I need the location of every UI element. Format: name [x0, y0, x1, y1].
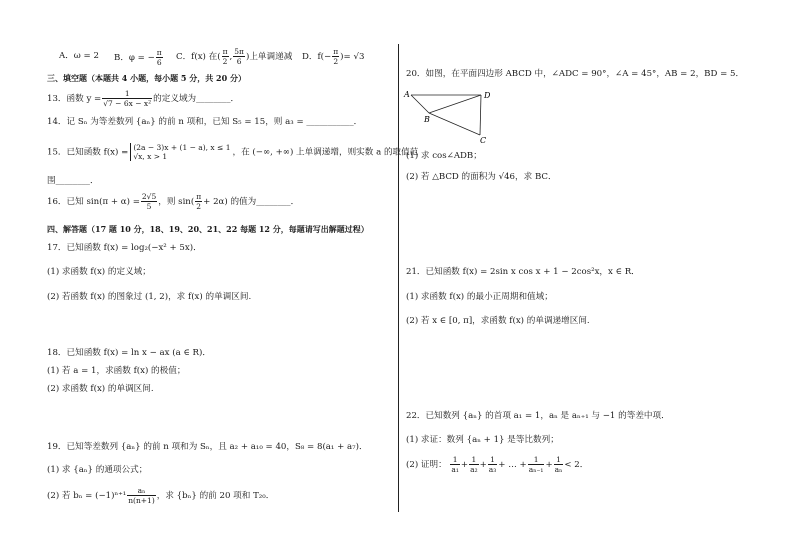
question-18-part-1: (1) 若 a = 1，求函数 f(x) 的极值；	[47, 366, 186, 376]
question-18: 18．已知函数 f(x) = ln x − ax (a ∈ R)．	[47, 348, 211, 358]
choice-c: C．f(x) 在( $\frac{\pi}{2}$ , $\frac{5\pi}{6}$ )上单调递减	[176, 47, 293, 66]
quadrilateral-diagram	[403, 85, 493, 145]
column-divider	[398, 44, 399, 512]
question-22-part-2: (2) 证明： $\frac{1}{\text{a₁}}$ + $\frac{1}{\text{a₂}}$ + $\frac{1}{\text{a₃}}$ + … + $\frac{1}{\text{aₙ₋₁}}$ + $\frac{1}{\text{aₙ}}$ < 2．	[406, 455, 589, 474]
section-fill-in-heading: 三、填空题（本题共 4 小题，每小题 5 分，共 20 分）	[47, 73, 246, 83]
vertex-label-d: D	[484, 91, 491, 100]
question-20-part-1: (1) 求 cos∠ADB；	[406, 151, 482, 161]
question-15: 15．已知函数 f(x) = (2a − 3)x + (1 − a), x ≤ 1 √x, x > 1 ，在 (−∞, +∞) 上单调递增，则实数 a 的取值范	[47, 143, 419, 161]
question-22: 22．已知数列 {aₙ} 的首项 a₁ = 1，aₙ 是 aₙ₊₁ 与 −1 的等差中项．	[406, 411, 670, 421]
edge-bd	[429, 95, 481, 113]
question-17-part-1: (1) 求函数 f(x) 的定义域；	[47, 267, 151, 277]
edge-bc	[429, 113, 480, 135]
question-22-part-1: (1) 求证：数列 {aₙ + 1} 是等比数列；	[406, 435, 559, 445]
choice-d: D．f(− $\frac{\pi}{2}$ )= √3	[302, 47, 365, 66]
question-17: 17．已知函数 f(x) = log₂(−x² + 5x)．	[47, 243, 202, 253]
question-21-part-2: (2) 若 x ∈ [0, π]，求函数 f(x) 的单调递增区间.	[406, 316, 590, 326]
choice-a: A．ω = 2	[59, 51, 99, 61]
question-21-part-1: (1) 求函数 f(x) 的最小正周期和值域；	[406, 292, 553, 302]
choice-b: B．φ = − $\frac{\pi}{6}$	[114, 48, 162, 67]
question-18-part-2: (2) 求函数 f(x) 的单调区间.	[47, 384, 154, 394]
edge-ab	[411, 95, 429, 113]
question-14: 14．记 Sₙ 为等差数列 {aₙ} 的前 n 项和，已知 S₅ = 15，则 a₃ = ___________．	[47, 117, 363, 127]
section-solution-heading: 四、解答题（17 题 10 分，18、19、20、21、22 每题 12 分，每题请写出解题过程）	[47, 224, 369, 234]
question-17-part-2: (2) 若函数 f(x) 的图象过 (1, 2)，求 f(x) 的单调区间.	[47, 292, 252, 302]
question-19: 19．已知等差数列 {aₙ} 的前 n 项和为 Sₙ，且 a₂ + a₁₀ = 40，S₈ = 8(a₁ + a₇)．	[47, 442, 368, 452]
question-13: 13．函数 y = $\frac{1}{\text{√7 − 6x − x²}}$ 的定义域为________．	[47, 89, 240, 108]
question-20-part-2: (2) 若 △BCD 的面积为 √46，求 BC．	[406, 172, 557, 182]
vertex-label-a: A	[404, 90, 410, 99]
question-20: 20．如图，在平面四边形 ABCD 中，∠ADC = 90°，∠A = 45°，AB = 2，BD = 5．	[406, 69, 745, 79]
question-19-part-1: (1) 求 {aₙ} 的通项公式；	[47, 465, 148, 475]
question-15-continued: 围________．	[47, 176, 99, 186]
vertex-label-c: C	[480, 136, 487, 145]
edge-dc	[480, 95, 481, 135]
question-19-part-2: (2) 若 bₙ = (−1)ⁿ⁺¹ $\frac{\text{aₙ}}{n(n+1)}$ ，求 {bₙ} 的前 20 项和 T₂₀．	[47, 486, 275, 505]
question-21: 21．已知函数 f(x) = 2sin x cos x + 1 − 2cos²x，x ∈ R．	[406, 267, 640, 277]
vertex-label-b: B	[424, 115, 430, 124]
question-16: 16．已知 sin(π + α) = $\frac{2√5}{5}$ ，则 sin( $\frac{\pi}{2}$ + 2α) 的值为________．	[47, 192, 300, 211]
